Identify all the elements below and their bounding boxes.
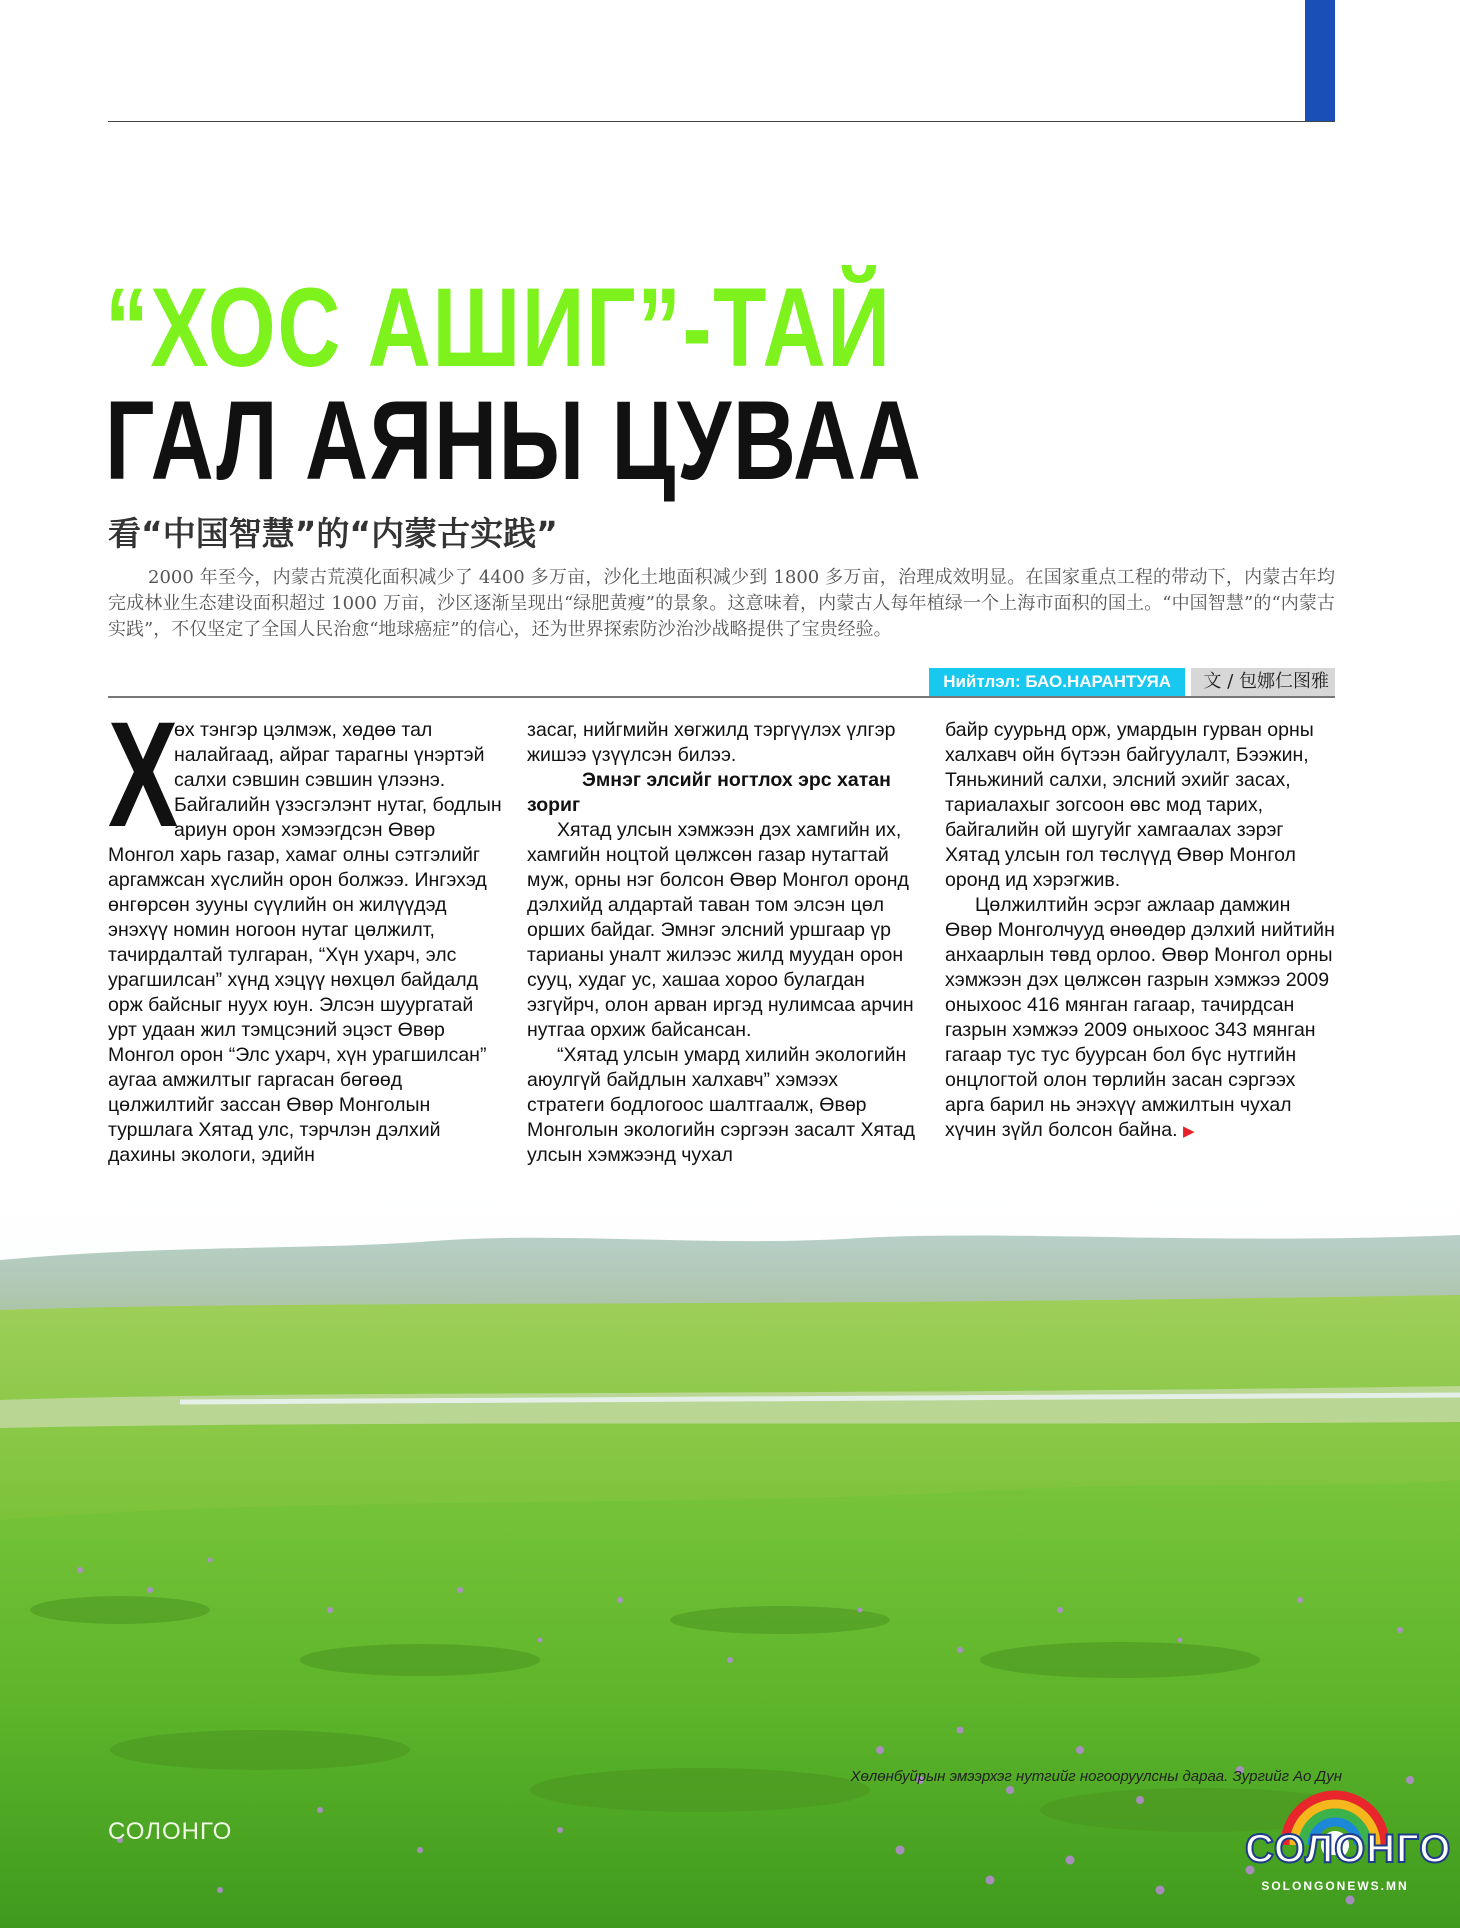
article-paragraph: өх тэнгэр цэлмэж, хөдөө тал налайгаад, айраг тарагны үнэртэй салхи сэвшин сэвшин үлээнэ. Байгалийн үзэсгэлэнт нутаг, бодлын ариун орон хэмээгдсэн Өвөр Монгол харь газар, хамаг олны сэтгэлийг аргамжсан хүслийн орон болжээ. Ингэхэд өнгөрсөн зууны сүүлийн он жилүүдэд энэхүү номин ногоон нутаг цөлжилт, тачирдалтай тулгаран, “Хүн ухарч, элс урагшилсан” хүнд хэцүү нөхцөл байдалд орж байсныг нуух юун. Элсэн шуургатай урт удаан жил тэмцсэний эцэст Өвөр Монгол орон “Элс ухарч, хүн урагшилсан” аугаа амжилтыг гаргасан бөгөөд цөлжилтийг зассан Өвөр Монголын туршлага Хятад улс, тэрчлэн дэлхий дахины экологи, эдийн xyxy=(108,719,502,1166)
drop-cap: Х xyxy=(108,718,179,858)
article-paragraph: байр суурьнд орж, умардын гурван орны халхавч ойн бүтээн байгуулалт, Бээжин, Тяньжиний салхи, элсний эхийг засах, тариалахыг зогсоон өвс мод тарих, байгалийн ой шугуйг хамгаалах зэрэг Хятад улсын гол төслүүд Өвөр Монгол оронд ид хэрэгжив. xyxy=(945,719,1314,891)
article-column-3 xyxy=(945,718,1335,1193)
byline-rule xyxy=(108,696,1335,698)
article-paragraph: засаг, нийгмийн хөгжилд тэргүүлэх үлгэр жишээ үзүүлсэн билээ. xyxy=(527,719,896,766)
logo-wordmark: СОЛОНГО xyxy=(1245,1827,1452,1871)
article-subheading: Эмнэг элсийг ногтлох эрс хатан зориг xyxy=(527,769,891,816)
logo-url: SOLONGONEWS.MN xyxy=(1261,1879,1409,1893)
article-paragraph: Хятад улсын хэмжээн дэх хамгийн их, хамгийн ноцтой цөлжсөн газар нутагтай муж, орны нэг болсон Өвөр Монгол оронд дэлхийд алдартай таван том элсэн цөл орших байдаг. Эмнэг элсний уршгаар үр тарианы уналт жилээс жилд муудан орон сууц, худаг ус, хашаа хороо булагдан эзгүйрч, олон арван иргэд нулимсаа арчин нутгаа орхиж байсансан. xyxy=(527,819,914,1041)
subtitle: 看“中国智慧”的“内蒙古实践” xyxy=(108,514,558,553)
article-column-1 xyxy=(108,718,503,1193)
photo-caption: Хөлөнбуйрын эмээрхэг нутгийг ногооруулсны дараа. Зургийг Ао Дун xyxy=(850,1768,1342,1785)
footer-magazine-name: СОЛОНГО xyxy=(108,1818,233,1845)
byline-bar xyxy=(108,668,1335,698)
article-paragraph: “Хятад улсын умард хилийн экологийн аюулгүй байдлын халхавч” хэмээх стратеги бодлогоос шалтгаалж, Өвөр Монголын экологийн сэргээн засалт Хятад улсын хэмжээнд чухал xyxy=(527,1044,915,1166)
article-column-2 xyxy=(527,718,920,1193)
byline-author-mongolian: Нийтлэл: БАО.НАРАНТУЯА xyxy=(929,668,1185,696)
section-tab xyxy=(1305,0,1335,122)
solongo-logo xyxy=(1245,1745,1452,1905)
byline-author-chinese: 文 / 包娜仁图雅 xyxy=(1191,668,1335,696)
headline-line-1: “ХОС АШИГ”-ТАЙ xyxy=(105,265,892,390)
end-mark-icon: ▶ xyxy=(1183,1123,1195,1140)
lead-paragraph: 2000 年至今，内蒙古荒漠化面积减少了 4400 多万亩，沙化土地面积减少到 1800 多万亩，治理成效明显。在国家重点工程的带动下，内蒙古年均完成林业生态建设面积超过 1000 万亩，沙区逐渐呈现出“绿肥黄瘦”的景象。这意味着，内蒙古人每年植绿一个上海市面积的国土。“中国智慧”的“内蒙古实践”，不仅坚定了全国人民治愈“地球癌症”的信心，还为世界探索防沙治沙战略提供了宝贵经验。 xyxy=(108,567,1335,640)
headline-line-2: ГАЛ АЯНЫ ЦУВАА xyxy=(105,378,923,503)
article-paragraph-text: Цөлжилтийн эсрэг ажлаар дамжин Өвөр Монголчууд өнөөдөр дэлхий нийтийн анхаарлын төвд орлоо. Өвөр Монгол орны хэмжээн дэх цөлжсөн газрын хэмжээ 2009 оныхоос 416 мянган гагаар, тачирдсан газрын хэмжээ 2009 оныхоос 343 мянган гагаар тус тус буурсан бол бүс нутгийн онцлогтой олон төрлийн засан сэргээх арга барил нь энэхүү амжилтын чухал хүчин зүйл болсон байна. xyxy=(945,894,1335,1141)
top-rule xyxy=(108,121,1335,122)
article-paragraph xyxy=(945,893,1335,1144)
